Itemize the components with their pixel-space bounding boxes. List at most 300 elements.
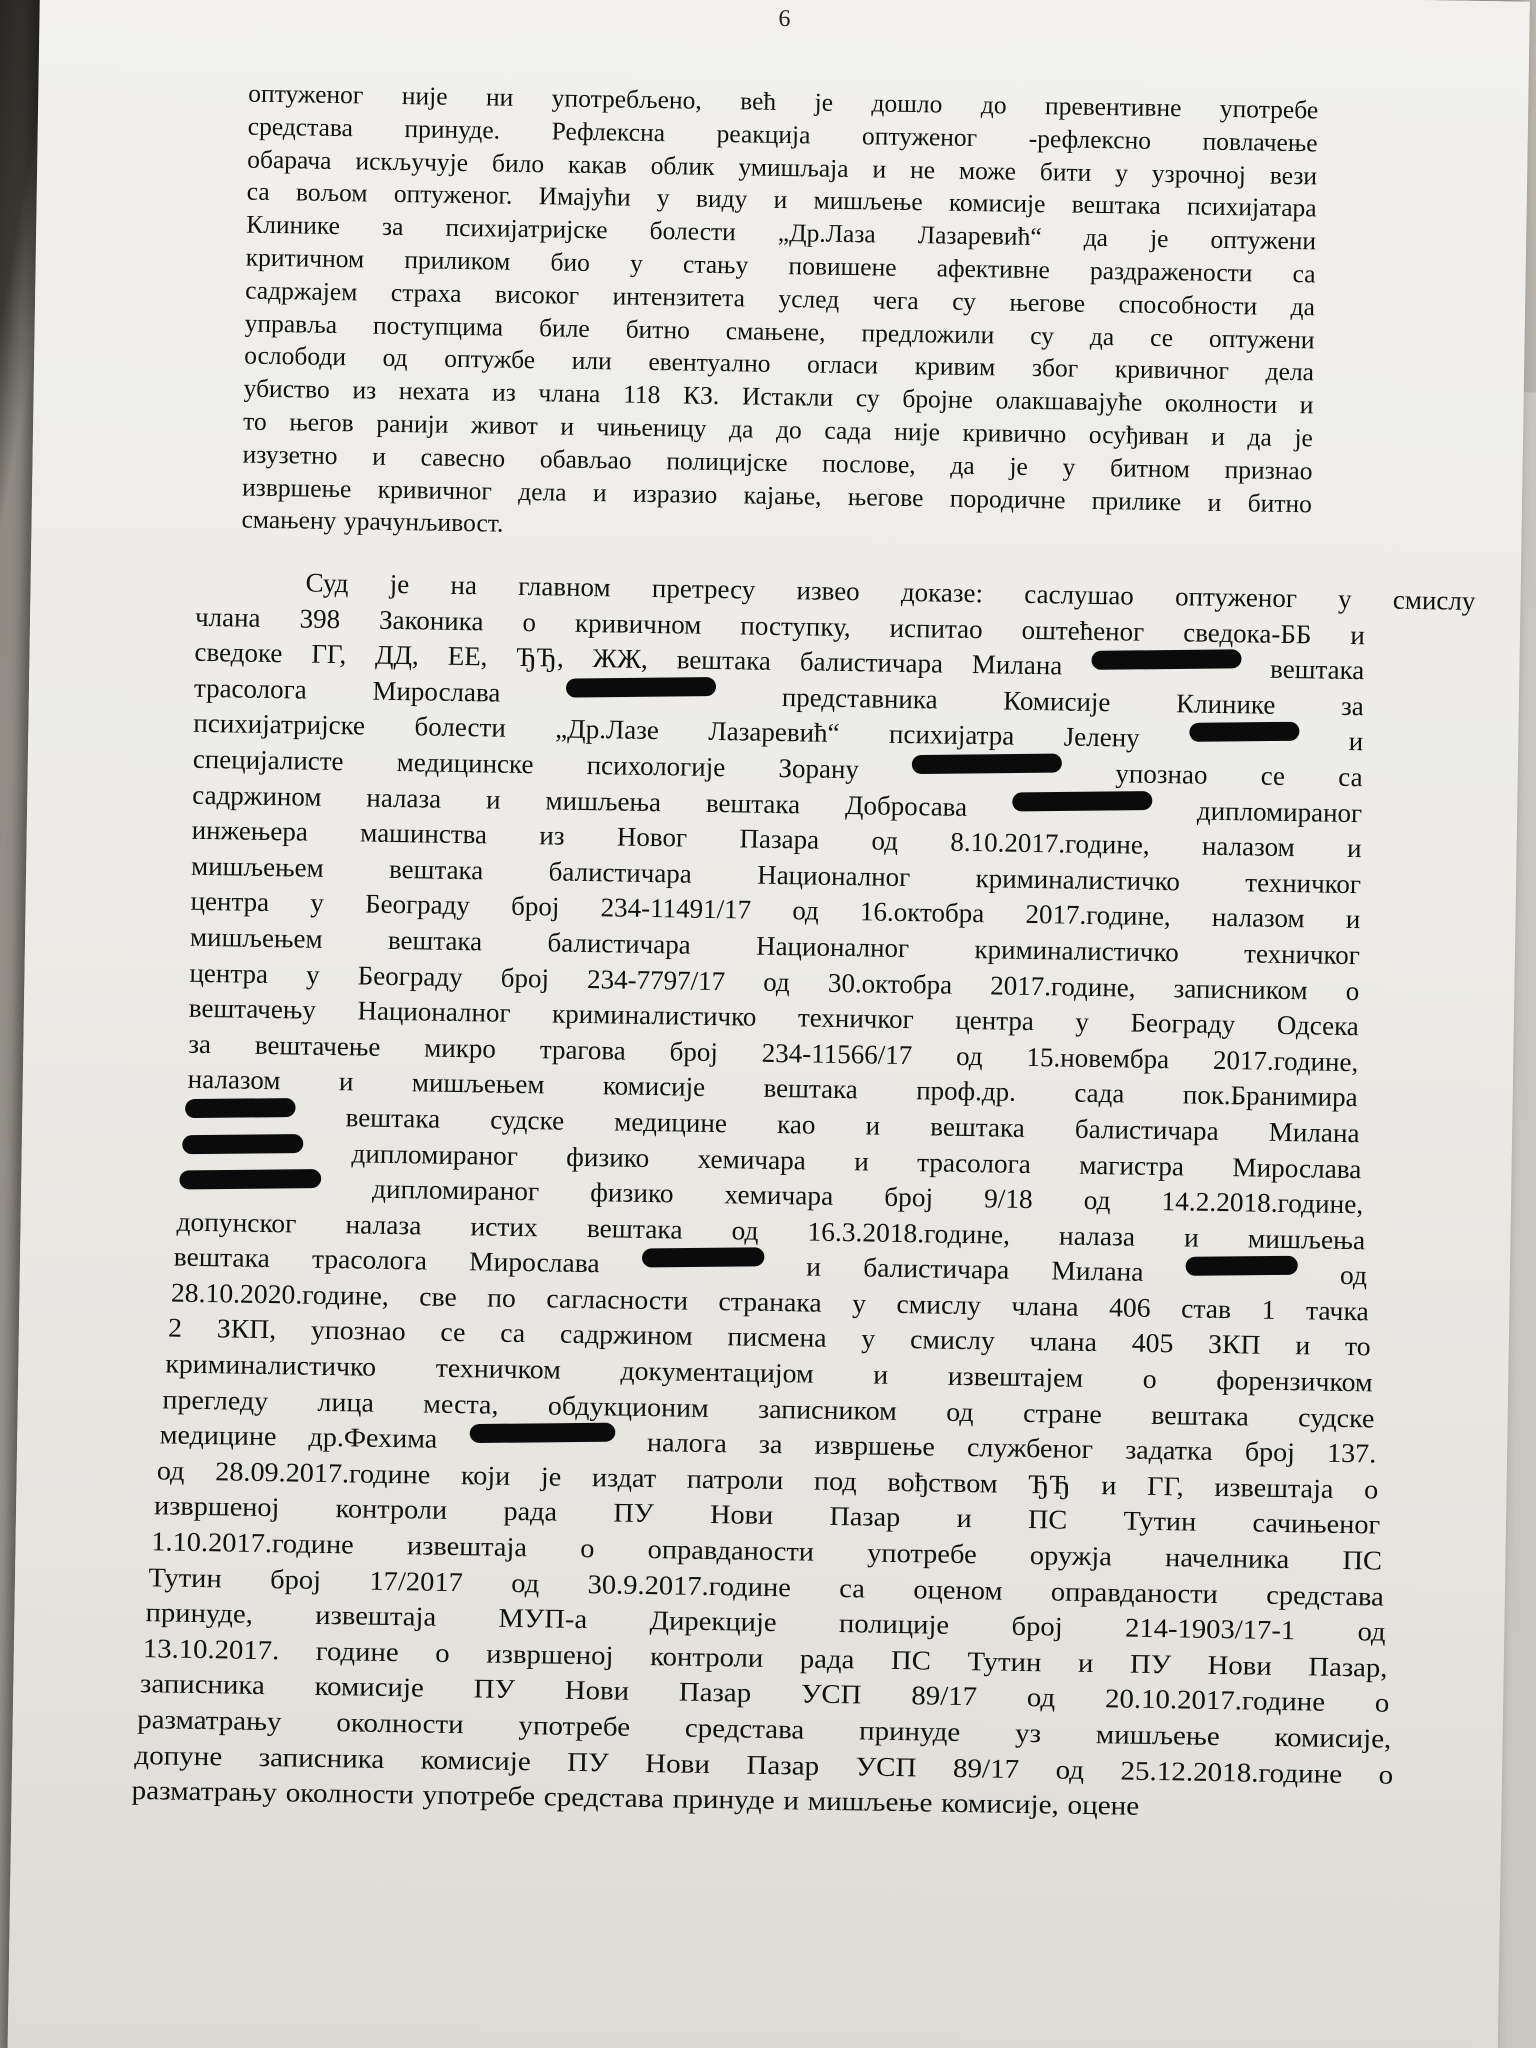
word: критичном bbox=[245, 242, 365, 274]
word: и bbox=[854, 1145, 870, 1176]
word: средстава bbox=[247, 111, 354, 143]
word: бити bbox=[1039, 156, 1092, 187]
word: је bbox=[389, 568, 410, 600]
word: о bbox=[580, 1533, 595, 1564]
word: ранији bbox=[376, 408, 449, 439]
word: у bbox=[1114, 157, 1129, 188]
word: балистичара bbox=[799, 646, 944, 679]
word: мишљењем bbox=[190, 850, 324, 883]
word: се bbox=[1260, 760, 1286, 791]
word: 20.10.2017.године bbox=[1104, 1683, 1326, 1718]
word: до bbox=[775, 414, 803, 445]
word: налазом bbox=[1211, 902, 1305, 934]
word: за bbox=[1340, 690, 1364, 721]
word: ПУ bbox=[566, 1746, 609, 1778]
word: све bbox=[419, 1281, 457, 1312]
word: број bbox=[500, 962, 550, 993]
word: о bbox=[1345, 975, 1360, 1006]
word: може bbox=[958, 155, 1017, 186]
word: Јелену bbox=[1063, 721, 1140, 754]
word: да bbox=[1247, 422, 1273, 452]
word: оправданости bbox=[647, 1534, 815, 1567]
word: члана bbox=[1011, 1290, 1079, 1322]
word: специјалисте bbox=[192, 743, 344, 777]
word: ГГ, bbox=[311, 638, 347, 670]
word: центра bbox=[190, 886, 270, 918]
word: места, bbox=[423, 1388, 499, 1420]
word: и bbox=[956, 1503, 972, 1534]
word: Новог bbox=[616, 821, 688, 853]
word: садржином bbox=[559, 1319, 693, 1352]
word: Добросава bbox=[844, 789, 968, 822]
word: 30.октобра bbox=[827, 967, 953, 1000]
word: став bbox=[1180, 1293, 1232, 1325]
word: са bbox=[246, 176, 270, 207]
word: вези bbox=[1269, 160, 1318, 190]
word: због bbox=[1031, 353, 1079, 384]
word: мишљење bbox=[813, 185, 923, 217]
word: какав bbox=[567, 149, 627, 180]
word: Националног bbox=[755, 930, 910, 964]
word: и bbox=[865, 1110, 881, 1141]
word: оптужени bbox=[1208, 323, 1315, 354]
word: Мирослава bbox=[1232, 1151, 1362, 1184]
word: виду bbox=[695, 184, 748, 214]
word: од bbox=[955, 1040, 983, 1071]
word: судске bbox=[490, 1104, 565, 1136]
word: приликом bbox=[404, 245, 511, 276]
word: и bbox=[1101, 1469, 1117, 1501]
word: Нови bbox=[709, 1499, 774, 1531]
word: прилике bbox=[1091, 485, 1182, 516]
word: члана bbox=[538, 378, 601, 409]
word: „Др.Лаза bbox=[777, 218, 876, 249]
word: кривичном bbox=[574, 607, 702, 640]
word: Пазара bbox=[739, 823, 820, 855]
word: обдукционим bbox=[547, 1390, 710, 1423]
word: изузетно bbox=[242, 439, 338, 470]
word: од bbox=[731, 1215, 759, 1246]
word: странака bbox=[718, 1285, 822, 1318]
word: и bbox=[1345, 904, 1361, 935]
word: балистичара bbox=[547, 927, 691, 960]
word: битном bbox=[1109, 452, 1191, 484]
word: 89/17 bbox=[952, 1752, 1020, 1784]
word: интензитета bbox=[612, 281, 746, 313]
word: вештака bbox=[930, 1111, 1026, 1143]
word: уз bbox=[1014, 1717, 1042, 1749]
word: од bbox=[382, 343, 408, 373]
word: налазом bbox=[1201, 830, 1295, 863]
word: у bbox=[1337, 583, 1352, 614]
word: у bbox=[629, 248, 644, 278]
word: Милана bbox=[1268, 1116, 1360, 1149]
word: ГГ, bbox=[1146, 1470, 1184, 1502]
word: и bbox=[1295, 1330, 1311, 1361]
word: МУП-а bbox=[498, 1602, 588, 1635]
word: 137. bbox=[1326, 1437, 1377, 1469]
word: -рефлексно bbox=[1028, 123, 1152, 155]
word: са bbox=[499, 1318, 526, 1349]
word: балистичара bbox=[548, 856, 693, 889]
word: главном bbox=[517, 570, 611, 603]
word: за bbox=[758, 1429, 783, 1460]
word: од bbox=[946, 1396, 974, 1427]
word: и bbox=[783, 1785, 800, 1816]
redaction-mark bbox=[566, 677, 716, 698]
word: његове bbox=[847, 481, 924, 512]
word: извео bbox=[796, 575, 860, 607]
word: и bbox=[1350, 619, 1366, 650]
word: је bbox=[540, 1461, 562, 1492]
word: комисије bbox=[602, 1070, 706, 1103]
word: то bbox=[1344, 1331, 1371, 1362]
word: 234-11566/17 bbox=[761, 1037, 913, 1070]
redaction-mark bbox=[912, 753, 1062, 774]
word: број bbox=[269, 1563, 322, 1595]
word: ПС bbox=[1027, 1504, 1068, 1536]
word: о bbox=[1374, 1687, 1390, 1719]
word: мишљење bbox=[1095, 1719, 1220, 1752]
word: Тутин bbox=[148, 1561, 222, 1593]
word: Лазаревић“ bbox=[917, 220, 1042, 252]
word: су bbox=[855, 383, 880, 413]
word: допунског bbox=[176, 1206, 297, 1239]
word: његове bbox=[1009, 287, 1086, 318]
word: ЂЂ bbox=[1028, 1468, 1071, 1500]
word: смислу bbox=[909, 1324, 996, 1356]
word: повлачење bbox=[1202, 126, 1318, 158]
word: представника bbox=[781, 681, 938, 715]
word: 1.10.2017.године bbox=[151, 1526, 355, 1560]
word: саслушао bbox=[1024, 578, 1135, 611]
word: „Др.Лазе bbox=[555, 713, 660, 746]
word: о bbox=[435, 1637, 450, 1668]
word: и bbox=[485, 783, 501, 815]
word: члана bbox=[194, 601, 261, 633]
word: умишљаја bbox=[738, 151, 849, 183]
word: и bbox=[338, 1066, 354, 1097]
redaction-mark bbox=[642, 1248, 765, 1269]
word: пок.Бранимира bbox=[1182, 1079, 1358, 1113]
word: техничког bbox=[1245, 867, 1362, 899]
word: психијатријске bbox=[445, 212, 608, 245]
word: форензичком bbox=[1216, 1365, 1373, 1398]
redaction-mark bbox=[1189, 722, 1299, 743]
word: инжењера bbox=[191, 814, 309, 847]
word: и bbox=[1207, 487, 1222, 517]
word: употребе bbox=[866, 1537, 977, 1570]
word: број bbox=[510, 891, 560, 922]
word: извештаја bbox=[406, 1530, 528, 1563]
word: магистра bbox=[1078, 1149, 1185, 1181]
word: 214-1903/17-1 bbox=[1124, 1612, 1296, 1646]
word: у bbox=[656, 183, 670, 213]
word: записником bbox=[757, 1393, 898, 1426]
word: документацијом bbox=[620, 1355, 814, 1389]
word: и bbox=[873, 1359, 889, 1390]
word: трасолога bbox=[311, 1244, 428, 1276]
word: је bbox=[1149, 223, 1169, 254]
word: ЗКП, bbox=[216, 1313, 277, 1345]
word: комисије, bbox=[1274, 1721, 1392, 1754]
word: Београду bbox=[357, 959, 463, 992]
word: 1 bbox=[1261, 1294, 1276, 1325]
word: изразио bbox=[632, 478, 718, 509]
word: истих bbox=[470, 1210, 539, 1242]
word: осуђиван bbox=[1088, 419, 1189, 451]
word: број bbox=[1011, 1610, 1063, 1642]
word: медицинске bbox=[396, 746, 534, 780]
word: Клинике bbox=[1175, 688, 1276, 720]
word: Милана bbox=[1051, 1255, 1144, 1288]
word: сачињеног bbox=[1252, 1507, 1381, 1540]
word: је bbox=[1009, 451, 1029, 481]
word: принуде, bbox=[145, 1597, 254, 1630]
word: ЂЂ, bbox=[516, 642, 564, 673]
word: медицине bbox=[614, 1106, 728, 1139]
word: сведоке bbox=[194, 636, 283, 669]
word: 2017.године, bbox=[1025, 899, 1171, 932]
word: је bbox=[814, 87, 834, 117]
word: Пазар bbox=[829, 1501, 901, 1533]
word: из bbox=[539, 820, 565, 851]
word: Тутин bbox=[967, 1645, 1042, 1678]
word: техничког bbox=[1243, 938, 1361, 971]
word: ПУ bbox=[1129, 1648, 1172, 1680]
word: члана bbox=[1029, 1326, 1098, 1358]
word: машинства bbox=[360, 817, 488, 850]
word: предложили bbox=[861, 317, 995, 349]
word: смањене, bbox=[725, 315, 826, 347]
word: од bbox=[511, 1567, 540, 1598]
word: по bbox=[487, 1282, 517, 1313]
word: вештака bbox=[1269, 653, 1365, 686]
word: УСП bbox=[855, 1750, 917, 1782]
word: ослободи bbox=[243, 340, 347, 372]
word: Истакли bbox=[741, 381, 834, 412]
word: чега bbox=[872, 285, 919, 315]
word: прегледу bbox=[162, 1384, 269, 1416]
word: то bbox=[242, 406, 267, 436]
word: 2017.године, bbox=[990, 969, 1136, 1003]
paragraph-2 bbox=[131, 564, 1476, 1828]
word: налаза bbox=[366, 782, 442, 814]
word: раздражености bbox=[1089, 255, 1253, 288]
word: вештака bbox=[387, 924, 483, 957]
word: са bbox=[1338, 761, 1363, 793]
word: оптуженог. bbox=[393, 179, 513, 211]
word: Комисије bbox=[1003, 685, 1111, 717]
word: ЖЖ, bbox=[592, 643, 649, 675]
word: 405 bbox=[1131, 1328, 1174, 1359]
word: обарача bbox=[247, 144, 332, 175]
word: као bbox=[776, 1108, 816, 1140]
word: оптуженог bbox=[1174, 581, 1298, 614]
word: за bbox=[381, 211, 404, 242]
word: медицине bbox=[159, 1419, 277, 1452]
word: употребе bbox=[518, 1710, 631, 1742]
word: КЗ. bbox=[682, 380, 720, 411]
word: се bbox=[1149, 322, 1174, 352]
word: контроли bbox=[649, 1640, 764, 1673]
word: да bbox=[1089, 321, 1115, 351]
word: чињеницу bbox=[596, 412, 707, 443]
word: употребе bbox=[1219, 93, 1319, 125]
word: од bbox=[1357, 1616, 1386, 1647]
word: Клинике bbox=[246, 209, 341, 241]
word: вештачењу bbox=[188, 992, 317, 1025]
word: налаза bbox=[345, 1208, 422, 1241]
word: сада bbox=[824, 415, 872, 446]
word: сагласности bbox=[546, 1283, 689, 1316]
word: вештачење bbox=[254, 1029, 381, 1062]
word: нехата bbox=[398, 376, 470, 407]
word: 16.3.2018.године, bbox=[807, 1216, 1011, 1250]
word: судске bbox=[1297, 1401, 1375, 1434]
word: урачунљивост. bbox=[343, 506, 504, 538]
word: доказе: bbox=[900, 576, 984, 609]
word: хемичара bbox=[697, 1143, 807, 1175]
word: Нови bbox=[564, 1675, 630, 1707]
word: ПУ bbox=[473, 1673, 516, 1705]
word: болести bbox=[414, 711, 507, 744]
word: управља bbox=[244, 308, 338, 339]
word: Мирослава bbox=[372, 675, 501, 708]
word: огласи bbox=[806, 349, 879, 380]
word: извештаја bbox=[315, 1600, 437, 1632]
word: вештака bbox=[388, 853, 484, 886]
word: број bbox=[1244, 1436, 1296, 1468]
word: број bbox=[884, 1181, 934, 1213]
word: признао bbox=[1224, 454, 1313, 486]
word: Рефлексна bbox=[551, 116, 666, 147]
word: записника bbox=[258, 1741, 385, 1774]
word: лица bbox=[317, 1386, 375, 1418]
word: принуде. bbox=[404, 113, 501, 145]
word: од bbox=[1339, 1260, 1368, 1291]
word: кривим bbox=[914, 351, 996, 382]
word: и bbox=[1299, 390, 1314, 420]
paragraph-1 bbox=[241, 78, 1318, 554]
word: 406 bbox=[1108, 1292, 1151, 1323]
word: Зорану bbox=[778, 752, 860, 785]
word: Београду bbox=[1130, 1007, 1236, 1040]
word: 2017.године, bbox=[1212, 1044, 1359, 1077]
word: страха bbox=[390, 277, 462, 308]
word: вештака bbox=[705, 787, 801, 819]
word: да bbox=[1083, 222, 1109, 253]
word: вештака bbox=[173, 1241, 271, 1274]
word: 234-11491/17 bbox=[600, 892, 752, 925]
redaction-mark bbox=[1186, 1256, 1298, 1277]
word: о bbox=[1363, 1474, 1379, 1505]
word: испитао bbox=[889, 612, 983, 644]
word: у bbox=[861, 1323, 876, 1355]
word: оценом bbox=[913, 1573, 1003, 1606]
word: ПС bbox=[890, 1644, 932, 1676]
word: евентуално bbox=[648, 347, 771, 379]
word: у bbox=[851, 1288, 867, 1319]
word: центра bbox=[189, 957, 269, 989]
word: психијатара bbox=[1186, 191, 1317, 223]
word: из bbox=[352, 375, 377, 405]
word: вођством bbox=[887, 1466, 998, 1499]
word: вештака bbox=[345, 1102, 441, 1134]
word: 15.новембра bbox=[1026, 1041, 1170, 1074]
word: 13.10.2017. bbox=[142, 1632, 280, 1666]
page-number: 6 bbox=[778, 5, 791, 33]
word: мишљења bbox=[545, 784, 662, 817]
word: до bbox=[980, 90, 1007, 120]
word: искључује bbox=[355, 145, 469, 177]
word: живот bbox=[470, 410, 538, 441]
word: сведока-ББ bbox=[1183, 616, 1312, 649]
word: вештака bbox=[1071, 189, 1161, 221]
word: извршење bbox=[814, 1429, 936, 1462]
word: кривично bbox=[962, 417, 1067, 449]
word: ЕЕ, bbox=[447, 640, 488, 672]
word: кривичног bbox=[1114, 354, 1230, 386]
word: полицијске bbox=[666, 445, 788, 477]
word: комисије bbox=[314, 1671, 425, 1703]
redaction-mark bbox=[182, 1134, 303, 1155]
word: Нови bbox=[1207, 1649, 1272, 1681]
word: околности bbox=[1164, 388, 1278, 419]
word: за bbox=[188, 1028, 212, 1059]
word: смислу bbox=[896, 1288, 982, 1321]
word: и bbox=[1077, 1647, 1094, 1678]
word: комисије bbox=[948, 187, 1046, 219]
word: услед bbox=[778, 283, 840, 314]
word: садржајем bbox=[244, 275, 358, 307]
word: мишљење bbox=[807, 1785, 933, 1818]
word: околности bbox=[336, 1707, 464, 1740]
word: или bbox=[571, 346, 613, 376]
word: стању bbox=[682, 249, 749, 280]
word: Милана bbox=[971, 649, 1063, 681]
word: о bbox=[1378, 1759, 1394, 1790]
word: 89/17 bbox=[911, 1680, 978, 1712]
redaction-mark bbox=[185, 1098, 296, 1119]
word: др.Фехима bbox=[308, 1421, 438, 1454]
word: да bbox=[1290, 291, 1316, 322]
word: Лазаревић“ bbox=[708, 716, 840, 749]
word: Тутин bbox=[1123, 1505, 1197, 1538]
word: и bbox=[560, 411, 575, 441]
word: није bbox=[401, 80, 448, 111]
word: извршеној bbox=[153, 1490, 280, 1523]
word: који bbox=[460, 1459, 511, 1491]
word: комисије, bbox=[940, 1787, 1060, 1820]
word: оптуженог bbox=[861, 121, 978, 152]
word: оптуженог bbox=[248, 78, 364, 110]
document-page bbox=[7, 0, 1529, 2048]
word: службеног bbox=[966, 1432, 1094, 1465]
word: ни bbox=[485, 82, 514, 112]
word: способности bbox=[1118, 289, 1258, 321]
word: средстава bbox=[543, 1781, 665, 1814]
word: 25.12.2018.године bbox=[1120, 1755, 1343, 1789]
word: полиције bbox=[838, 1608, 950, 1640]
word: психијатра bbox=[888, 719, 1015, 752]
word: оправданости bbox=[1050, 1576, 1219, 1609]
word: под bbox=[813, 1465, 857, 1497]
word: дипломираног bbox=[351, 1137, 519, 1171]
word: извршеној bbox=[486, 1638, 614, 1671]
word: од bbox=[1026, 1682, 1056, 1713]
word: психологије bbox=[586, 749, 726, 783]
